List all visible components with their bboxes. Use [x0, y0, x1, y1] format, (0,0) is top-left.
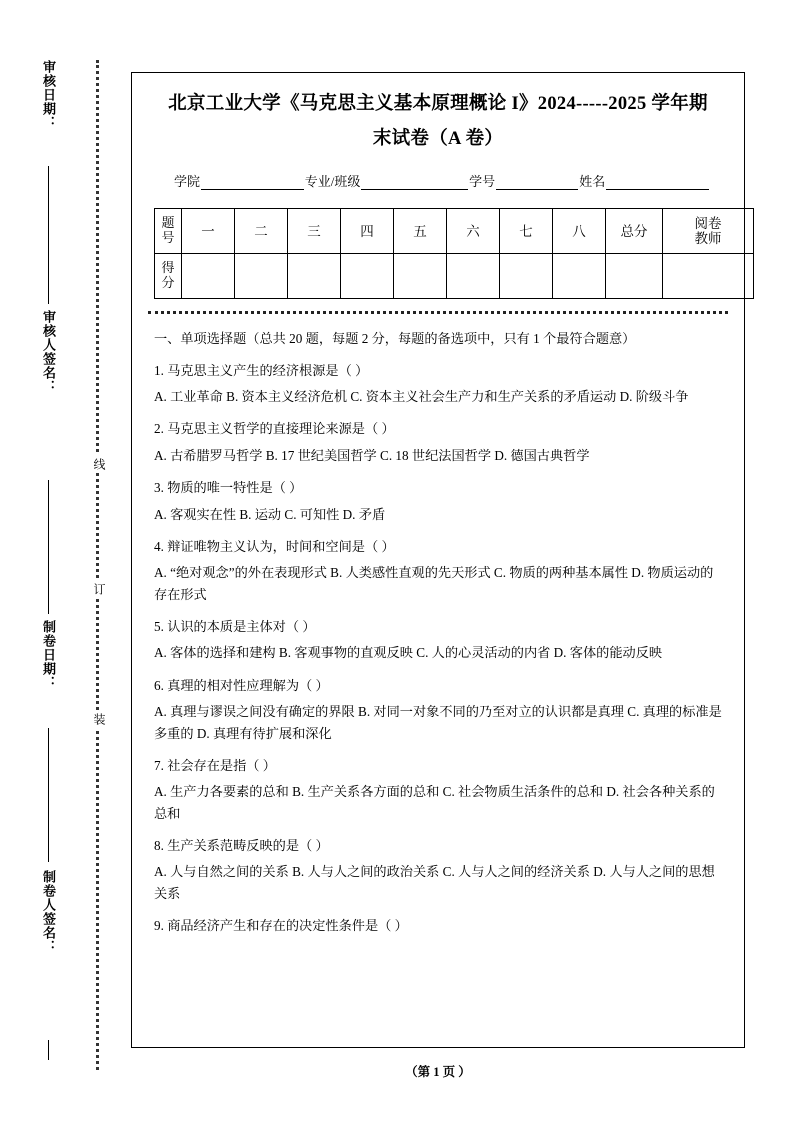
- field-label-college: 学院: [174, 174, 201, 190]
- question-4-stem: 4. 辩证唯物主义认为，时间和空间是（ ）: [154, 538, 395, 554]
- score-cell-total[interactable]: [606, 254, 663, 299]
- question-3-options: A. 客观实在性 B. 运动 C. 可知性 D. 矛盾: [154, 506, 386, 522]
- score-col-1: 一: [182, 209, 235, 254]
- binding-char-xian: 线: [88, 455, 108, 473]
- margin-label-makepaper-date: 制卷日期：: [41, 620, 56, 690]
- margin-label-maker-signature: 制卷人签名：: [41, 870, 56, 954]
- binding-dotted-line: [96, 60, 99, 1070]
- question-3-stem: 3. 物质的唯一特性是（ ）: [154, 480, 303, 496]
- student-info-fields: [148, 171, 728, 190]
- field-input-student-id[interactable]: [496, 176, 578, 190]
- score-cell-3[interactable]: [288, 254, 341, 299]
- score-col-2: 二: [235, 209, 288, 254]
- question-8: [154, 835, 726, 904]
- question-7: [154, 755, 726, 824]
- question-1-stem: 1. 马克思主义产生的经济根源是（ ）: [154, 362, 369, 378]
- question-5: [154, 616, 726, 664]
- question-5-options: A. 客体的选择和建构 B. 客观事物的直观反映 C. 人的心灵活动的内省 D. 客体的能动反映: [154, 645, 663, 661]
- score-cell-7[interactable]: [500, 254, 553, 299]
- score-col-3: 三: [288, 209, 341, 254]
- row-header-score-c2: 分: [161, 275, 175, 291]
- score-col-5: 五: [394, 209, 447, 254]
- margin-rule-4: [48, 1040, 49, 1060]
- margin-label-reviewer-signature: 审核人签名：: [41, 310, 56, 394]
- row-header-question-no: [155, 209, 182, 254]
- question-8-options: A. 人与自然之间的关系 B. 人与人之间的政治关系 C. 人与人之间的经济关系 D. 人与人之间的思想关系: [154, 864, 715, 901]
- score-table: [154, 208, 754, 299]
- score-col-grader: [663, 209, 754, 254]
- question-8-stem: 8. 生产关系范畴反映的是（ ）: [154, 838, 329, 854]
- grader-label-line-2: 教师: [694, 231, 722, 247]
- question-4-options: A. “绝对观念”的外在表现形式 B. 人类感性直观的先天形式 C. 物质的两种基本属性 D. 物质运动的存在形式: [154, 565, 714, 602]
- margin-rule-3: [48, 728, 49, 862]
- row-header-question-no-c1: 题: [161, 215, 175, 231]
- page-title: [148, 87, 728, 157]
- score-col-4: 四: [341, 209, 394, 254]
- binding-char-zhuang: 装: [88, 710, 108, 728]
- field-label-name: 姓名: [579, 174, 606, 190]
- row-header-question-no-c2: 号: [161, 230, 175, 246]
- question-1: [154, 360, 726, 408]
- score-cell-8[interactable]: [553, 254, 606, 299]
- page-title-line-2: 末试卷（A 卷）: [372, 129, 504, 150]
- question-7-stem: 7. 社会存在是指（ ）: [154, 757, 276, 773]
- row-header-score: [155, 254, 182, 299]
- dotted-separator: [148, 311, 728, 314]
- question-2-stem: 2. 马克思主义哲学的直接理论来源是（ ）: [154, 421, 395, 437]
- margin-rule-2: [48, 480, 49, 614]
- question-4: [154, 536, 726, 605]
- field-input-major-class[interactable]: [361, 176, 468, 190]
- question-6: [154, 675, 726, 744]
- question-2: [154, 418, 726, 466]
- section-heading-multiple-choice: 一、单项选择题（总共 20 题，每题 2 分，每题的备选项中，只有 1 个最符合题意）: [154, 331, 636, 347]
- page-footer: （第 1 页 ）: [405, 1065, 471, 1079]
- question-6-options: A. 真理与谬误之间没有确定的界限 B. 对同一对象不同的乃至对立的认识都是真理 C. 真理的标准是多重的 D. 真理有待扩展和深化: [154, 704, 722, 741]
- score-cell-4[interactable]: [341, 254, 394, 299]
- field-label-major-class: 专业/班级: [304, 174, 361, 190]
- question-2-options: A. 古希腊罗马哲学 B. 17 世纪美国哲学 C. 18 世纪法国哲学 D. 德国古典哲学: [154, 447, 590, 463]
- row-header-score-c1: 得: [161, 260, 175, 276]
- question-6-stem: 6. 真理的相对性应理解为（ ）: [154, 677, 329, 693]
- question-7-options: A. 生产力各要素的总和 B. 生产关系各方面的总和 C. 社会物质生活条件的总和 D. 社会各种关系的总和: [154, 784, 715, 821]
- grader-label-line-1: 阅卷: [694, 215, 722, 231]
- binding-char-ding: 订: [88, 580, 108, 598]
- score-col-6: 六: [447, 209, 500, 254]
- table-row-scores: [155, 254, 754, 299]
- field-input-name[interactable]: [606, 176, 709, 190]
- exam-sheet: [131, 72, 745, 1048]
- score-table-wrapper: [148, 208, 728, 299]
- score-col-total: 总分: [606, 209, 663, 254]
- score-col-8: 八: [553, 209, 606, 254]
- score-cell-grader[interactable]: [663, 254, 754, 299]
- page-title-line-1: 北京工业大学《马克思主义基本原理概论 I》2024-----2025 学年期: [168, 94, 708, 114]
- score-cell-1[interactable]: [182, 254, 235, 299]
- question-9: [154, 915, 726, 936]
- score-cell-2[interactable]: [235, 254, 288, 299]
- question-9-stem: 9. 商品经济产生和存在的决定性条件是（ ）: [154, 918, 408, 934]
- question-body: [148, 320, 728, 936]
- question-3: [154, 477, 726, 525]
- score-col-7: 七: [500, 209, 553, 254]
- margin-label-review-date: 审核日期：: [41, 60, 56, 130]
- score-cell-6[interactable]: [447, 254, 500, 299]
- question-5-stem: 5. 认识的本质是主体对（ ）: [154, 619, 316, 635]
- question-1-options: A. 工业革命 B. 资本主义经济危机 C. 资本主义社会生产力和生产关系的矛盾运动 D. 阶级斗争: [154, 389, 689, 405]
- margin-rule-1: [48, 166, 49, 304]
- table-row-question-numbers: [155, 209, 754, 254]
- field-input-college[interactable]: [201, 176, 304, 190]
- left-margin-annotations: [26, 60, 70, 1060]
- field-label-student-id: 学号: [469, 174, 496, 190]
- score-cell-5[interactable]: [394, 254, 447, 299]
